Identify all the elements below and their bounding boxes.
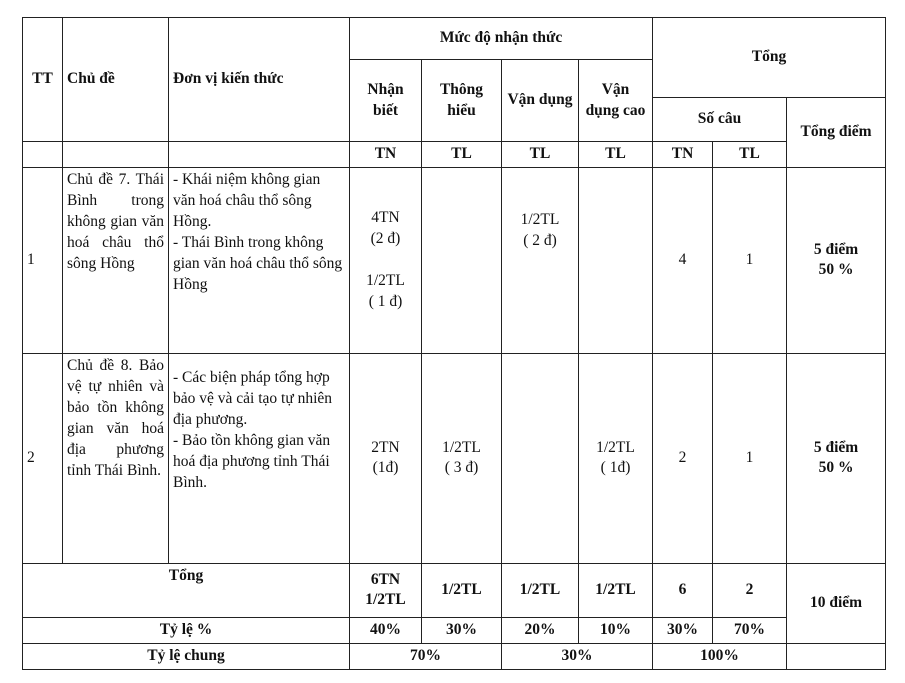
header-tl-apply: TL [502, 142, 579, 168]
row1-topic: Chủ đề 7. Thái Bình trong không gian văn hoá châu thổ sông Hồng [63, 167, 169, 353]
ratio-understand: 30% [422, 617, 502, 643]
header-tn-recognize: TN [350, 142, 422, 168]
row1-unit: - Khái niệm không gian văn hoá châu thổ sông Hồng. - Thái Bình trong không gian văn hoá châu thổ sông Hồng [169, 167, 350, 353]
header-row-4 [23, 142, 886, 168]
row1-recognize: 4TN (2 đ) 1/2TL ( 1 đ) [350, 167, 422, 353]
total-apply: 1/2TL [502, 563, 579, 617]
row2-tt: 2 [23, 353, 63, 563]
total-label: Tổng [23, 563, 350, 617]
total-tl: 2 [713, 563, 787, 617]
header-apply-high: Vận dụng cao [579, 60, 653, 142]
header-understand: Thông hiểu [422, 60, 502, 142]
row1-apply-high [579, 167, 653, 353]
row1-tt: 1 [23, 167, 63, 353]
row2-topic: Chủ đề 8. Bảo vệ tự nhiên và bảo tồn không gian văn hoá địa phương tỉnh Thái Bình. [63, 353, 169, 563]
row2-apply-high: 1/2TL ( 1đ) [579, 353, 653, 563]
general-group3: 100% [653, 643, 787, 669]
header-total: Tổng [653, 18, 886, 98]
row2-apply [502, 353, 579, 563]
total-apply-high: 1/2TL [579, 563, 653, 617]
header-recognize: Nhận biết [350, 60, 422, 142]
header-empty-unit [169, 142, 350, 168]
row2-unit: - Các biện pháp tổng hợp bảo vệ và cải tạo tự nhiên địa phương. - Bảo tồn không gian văn hoá địa phương tỉnh Thái Bình. [169, 353, 350, 563]
ratio-tn: 30% [653, 617, 713, 643]
header-tn-count: TN [653, 142, 713, 168]
header-num-questions: Số câu [653, 98, 787, 142]
row1-tl: 1 [713, 167, 787, 353]
total-recognize: 6TN 1/2TL [350, 563, 422, 617]
row2-recognize: 2TN (1đ) [350, 353, 422, 563]
ratio-apply: 20% [502, 617, 579, 643]
total-score: 10 điểm [787, 563, 886, 643]
header-empty-topic [63, 142, 169, 168]
ratio-apply-high: 10% [579, 617, 653, 643]
header-row-1 [23, 18, 886, 60]
header-unit: Đơn vị kiến thức [169, 18, 350, 142]
ratio-row [23, 617, 886, 643]
total-understand: 1/2TL [422, 563, 502, 617]
ratio-recognize: 40% [350, 617, 422, 643]
exam-matrix-table [22, 17, 886, 670]
ratio-tl: 70% [713, 617, 787, 643]
header-apply: Vận dụng [502, 60, 579, 142]
row1-tn: 4 [653, 167, 713, 353]
row1-apply: 1/2TL ( 2 đ) [502, 167, 579, 353]
header-tl-count: TL [713, 142, 787, 168]
general-label: Tỷ lệ chung [23, 643, 350, 669]
general-group2: 30% [502, 643, 653, 669]
row2-score: 5 điểm 50 % [787, 353, 886, 563]
table-row [23, 353, 886, 563]
header-level: Mức độ nhận thức [350, 18, 653, 60]
general-group1: 70% [350, 643, 502, 669]
header-tt: TT [23, 18, 63, 142]
general-empty [787, 643, 886, 669]
table-row [23, 167, 886, 353]
row1-understand [422, 167, 502, 353]
ratio-label: Tỷ lệ % [23, 617, 350, 643]
total-tn: 6 [653, 563, 713, 617]
header-empty-tt [23, 142, 63, 168]
row2-understand: 1/2TL ( 3 đ) [422, 353, 502, 563]
header-tl-apply-high: TL [579, 142, 653, 168]
total-row [23, 563, 886, 617]
row2-tl: 1 [713, 353, 787, 563]
row1-score: 5 điểm 50 % [787, 167, 886, 353]
header-total-score: Tổng điểm [787, 98, 886, 168]
exam-matrix-wrapper [22, 17, 886, 670]
header-tl-understand: TL [422, 142, 502, 168]
header-topic: Chủ đề [63, 18, 169, 142]
row2-tn: 2 [653, 353, 713, 563]
general-ratio-row [23, 643, 886, 669]
